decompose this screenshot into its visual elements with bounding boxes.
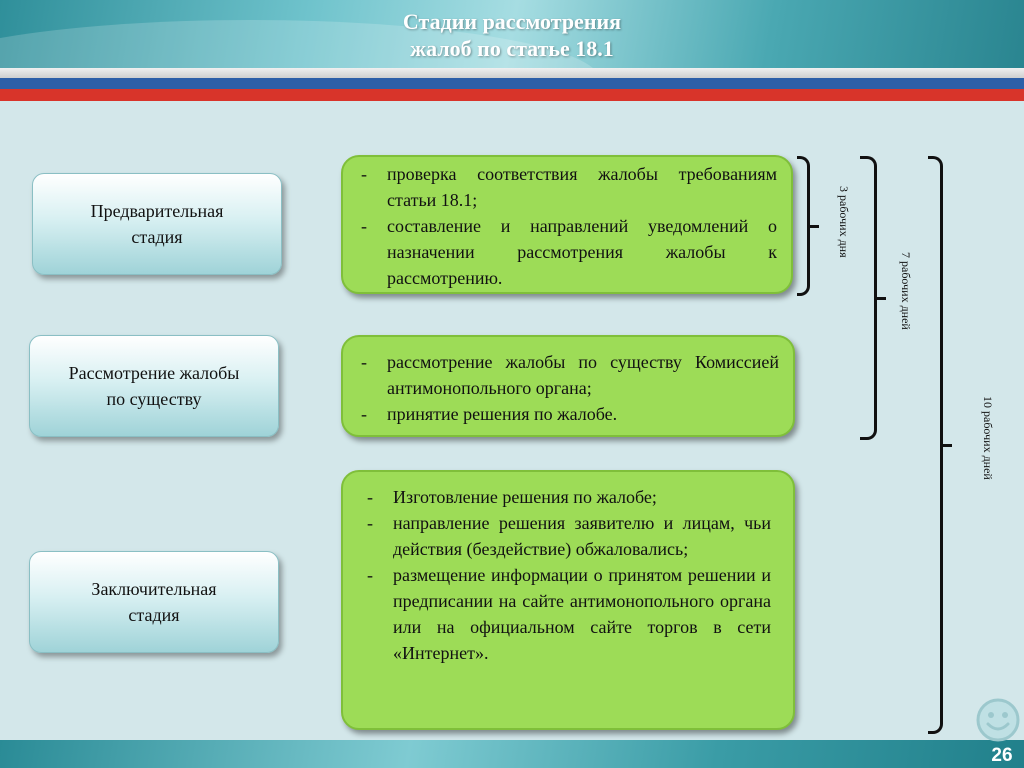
action-box-consideration	[341, 335, 795, 437]
timeline-label-7-days: 7 рабочих дней	[899, 252, 913, 330]
flag-stripe-blue	[0, 78, 1024, 89]
stage-label: стадия	[131, 227, 183, 247]
stage-label: Рассмотрение жалобы	[68, 363, 240, 383]
brace-7-days	[860, 156, 877, 440]
brace-10-days	[928, 156, 943, 734]
action-box-final	[341, 470, 795, 730]
list-item: - рассмотрение жалобы по существу Комиссией антимонопольного органа;	[347, 349, 779, 401]
flag-stripe-red	[0, 89, 1024, 101]
list-item: - принятие решения по жалобе.	[347, 401, 779, 427]
timeline-label-10-days: 10 рабочих дней	[981, 396, 995, 480]
title-line-2: жалоб по статье 18.1	[410, 36, 614, 61]
flag-stripe-white	[0, 68, 1024, 78]
stage-final	[29, 551, 279, 653]
list-item: - проверка соответствия жалобы требованиям статьи 18.1;	[347, 161, 777, 213]
smiley-icon	[975, 697, 1021, 743]
list-item: - составление и направлений уведомлений о назначении рассмотрения жалобы к рассмотрению.	[347, 213, 777, 291]
brace-3-days	[797, 156, 810, 296]
stage-label: Заключительная	[91, 579, 217, 599]
title-line-1: Стадии рассмотрения	[402, 9, 622, 34]
stage-label: Предварительная	[90, 201, 224, 221]
stage-label: стадия	[128, 605, 180, 625]
timeline-label-3-days: 3 рабочих дня	[837, 186, 851, 258]
footer-banner	[0, 740, 1024, 768]
list-item: - Изготовление решения по жалобе;	[353, 484, 771, 510]
stage-label: по существу	[106, 389, 202, 409]
stage-preliminary	[32, 173, 282, 275]
page-number: 26	[991, 745, 1013, 766]
stage-consideration	[29, 335, 279, 437]
list-item: - направление решения заявителю и лицам, чьи действия (бездействие) обжаловались;	[353, 510, 771, 562]
list-item: - размещение информации о принятом решении и предписании на сайте антимонопольного органа или на официальном сайте торгов в сети «Интернет».	[353, 562, 771, 666]
action-box-preliminary	[341, 155, 793, 294]
slide-title	[0, 8, 1024, 62]
